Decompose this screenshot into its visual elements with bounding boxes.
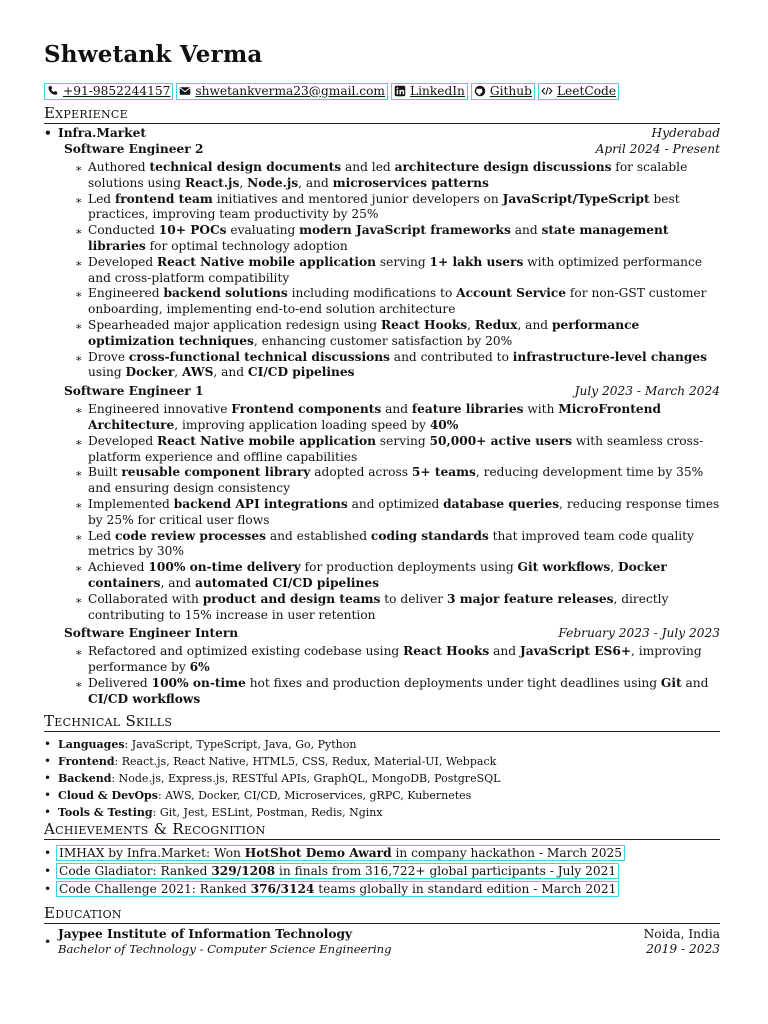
role-row [44,625,720,642]
degree: Bachelor of Technology - Computer Science Engineering [58,941,392,956]
leetcode-text: LeetCode [556,83,617,98]
emphasis-text: backend API integrations [173,496,348,511]
text-run: adopted across [310,465,412,480]
text-run: , and [517,317,552,332]
achievement-item [88,465,720,497]
emphasis-text: state management libraries [88,223,669,253]
achievement-item [88,676,720,708]
emphasis-text: Docker [125,365,175,380]
emphasis-text: 100% on-time delivery [148,560,301,575]
text-run: in finals from 316,722+ global participants - July 2021 [275,863,617,878]
emphasis-text: Frontend components [231,402,382,417]
school-name: • Jaypee Institute of Information Technology [58,926,353,941]
emphasis-text: React Hooks [403,644,490,659]
emphasis-text: 3 major feature releases [447,591,614,606]
resume-page [44,40,720,957]
emphasis-text: React.js [184,175,240,190]
education-left [58,927,392,957]
achievement-item [88,318,720,350]
phone-icon [47,85,59,97]
text-run: , improving application loading speed by [174,417,430,432]
text-run: using [88,365,126,380]
text-run: , [239,175,248,190]
education-entry [44,927,720,957]
text-run: and [489,644,520,659]
skill-item [58,804,720,821]
skill-category: Tools & Testing [58,805,153,819]
achievement-item [88,192,720,224]
phone-link[interactable] [44,83,173,100]
text-run: , improving performance by [88,644,702,675]
text-run: and [381,402,412,417]
text-run: Authored [88,160,150,174]
text-run: , reducing response times by 25% for critical user flows [88,496,720,527]
text-run: Developed [88,433,158,448]
emphasis-text: Account Service [456,286,567,301]
text-run: , [467,317,475,332]
emphasis-text: Docker containers [88,560,667,590]
achievement-entry [56,880,720,898]
emphasis-text: 40% [429,417,459,432]
text-run: Developed [88,254,158,269]
text-run: best practices, improving team productivity by 25% [88,191,680,222]
roles-list [44,141,720,708]
text-run: , and [298,175,333,190]
contact-bar [44,82,720,100]
emphasis-text: 10+ POCs [158,223,227,238]
text-run: serving [376,433,430,448]
text-run: and [510,223,542,238]
emphasis-text: backend solutions [163,286,288,301]
text-run: and [681,675,709,690]
skill-item [58,736,720,753]
school-location: Noida, India [643,926,720,941]
company-row [44,125,720,141]
role-achievements [44,644,720,707]
emphasis-text: 376/3124 [250,881,315,896]
emphasis-text: frontend team [114,191,213,206]
emphasis-text: React Native mobile application [157,433,377,448]
emphasis-text: infrastructure-level changes [512,349,708,364]
role-row [44,141,720,158]
linkedin-text: LinkedIn [410,83,465,98]
achievement-item [88,160,720,192]
github-link[interactable] [471,83,535,100]
achievements-heading: Achievements & Recognition [44,820,720,840]
emphasis-text: 1+ lakh users [429,254,524,269]
skill-category: Cloud & DevOps [58,788,158,802]
achievement-item [88,560,720,592]
text-run: initiatives and mentored junior developers on [212,191,503,206]
text-run: that improved team code quality metrics by 30% [88,528,694,559]
achievement-item [88,644,720,676]
emphasis-text: feature libraries [411,402,524,417]
linkedin-link[interactable] [391,83,468,100]
skills-heading: Technical Skills [44,712,720,732]
text-run: and led [341,160,395,174]
text-run: and optimized [347,496,444,511]
text-run: Code Gladiator: Ranked [59,863,212,878]
role-title: Software Engineer 1 [64,384,204,399]
role-title: Software Engineer 2 [64,142,204,156]
text-run: Implemented [88,496,174,511]
role-dates: July 2023 - March 2024 [574,384,720,399]
text-run: Engineered [88,286,164,301]
role-achievements [44,160,720,381]
text-run: Collaborated with [88,591,203,606]
education-right [644,927,720,957]
emphasis-text: React Native mobile application [157,254,377,269]
experience-heading: Experience [44,104,720,124]
skill-values: : Git, Jest, ESLint, Postman, Redis, Nginx [152,805,383,819]
emphasis-text: automated CI/CD pipelines [195,575,380,590]
text-run: and contributed to [389,349,513,364]
role-dates: February 2023 - July 2023 [558,626,720,641]
emphasis-text: modern JavaScript frameworks [299,223,511,238]
envelope-icon [179,85,191,97]
text-run: hot fixes and production deployments under tight deadlines using [245,675,661,690]
text-run: Drove [88,349,129,364]
text-run: Built [88,465,122,480]
achievement-link[interactable] [56,845,625,861]
text-run: and established [266,528,371,543]
text-run: Led [88,191,115,206]
text-run: including modifications to [287,286,457,301]
role-dates: April 2024 - Present [595,142,720,156]
github-text: Github [489,83,532,98]
emphasis-text: 329/1208 [211,863,276,878]
text-run: , reducing development time by 35% and ensuring design consistency [88,465,704,496]
text-run: Refactored and optimized existing codebase using [88,644,404,659]
achievement-link[interactable] [56,863,619,879]
emphasis-text: JavaScript ES6+ [519,644,632,659]
achievement-entry [56,844,720,862]
text-run: , [610,560,619,575]
text-run: for non-GST customer onboarding, implementing end-to-end solution architecture [88,286,707,317]
achievement-item [88,402,720,434]
emphasis-text: React Hooks [380,317,468,332]
code-icon [541,85,553,97]
skill-values: : JavaScript, TypeScript, Java, Go, Python [124,737,357,751]
achievement-item [88,529,720,561]
emphasis-text: 6% [189,660,210,675]
text-run: , directly contributing to 15% increase in user retention [88,591,669,622]
achievement-item [88,350,720,382]
role-title: Software Engineer Intern [64,626,239,641]
company-name: • Infra.Market [44,125,146,141]
skill-values: : AWS, Docker, CI/CD, Microservices, gRPC, Kubernetes [157,788,472,802]
text-run: Spearheaded major application redesign using [88,317,381,332]
emphasis-text: microservices patterns [332,175,489,190]
skill-category: Frontend [58,754,115,768]
emphasis-text: database queries [443,496,560,511]
skill-values: : Node.js, Express.js, RESTful APIs, GraphQL, MongoDB, PostgreSQL [111,771,501,785]
emphasis-text: product and design teams [202,591,381,606]
skill-item [58,787,720,804]
text-run: teams globally in standard edition - March 2021 [314,881,617,896]
emphasis-text: CI/CD pipelines [247,365,355,380]
achievement-item [88,497,720,529]
text-run: with [523,402,559,417]
skill-values: : React.js, React Native, HTML5, CSS, Redux, Material-UI, Webpack [114,754,497,768]
emphasis-text: AWS [182,365,214,380]
leetcode-link[interactable] [538,83,619,100]
text-run: for production deployments using [300,560,518,575]
text-run: to deliver [380,591,447,606]
text-run: in company hackathon - March 2025 [391,845,623,860]
emphasis-text: 5+ teams [411,465,476,480]
text-run: with optimized performance and cross-platform compatibility [88,254,703,285]
role-achievements [44,402,720,623]
text-run: , [174,365,183,380]
emphasis-text: code review processes [114,528,267,543]
text-run: Conducted [88,223,159,238]
skill-item [58,770,720,787]
skill-category: Backend [58,771,112,785]
emphasis-text: coding standards [370,528,489,543]
text-run: IMHAX by Infra.Market: Won [59,845,245,860]
emphasis-text: technical design documents [149,160,342,174]
email-link[interactable] [176,83,388,100]
education-heading: Education [44,904,720,924]
skills-list [44,736,720,821]
email-text: shwetankverma23@gmail.com [195,83,385,98]
emphasis-text: Redux [474,317,518,332]
emphasis-text: 50,000+ active users [429,433,573,448]
text-run: Delivered [88,675,152,690]
emphasis-text: HotShot Demo Award [244,845,392,860]
emphasis-text: Git [660,675,682,690]
text-run: for scalable solutions using [88,160,688,190]
achievements-list [44,844,720,898]
emphasis-text: Node.js [247,175,299,190]
github-icon [474,85,486,97]
emphasis-text: performance optimization techniques [88,317,640,348]
skill-item [58,753,720,770]
achievement-item [88,255,720,287]
emphasis-text: reusable component library [121,465,311,480]
phone-text: +91-9852244157 [63,83,171,98]
text-run: with seamless cross-platform experience and offline capabilities [88,433,704,464]
text-run: Code Challenge 2021: Ranked [59,881,251,896]
achievement-link[interactable] [56,881,619,897]
text-run: Engineered innovative [88,402,232,417]
text-run: , and [160,575,196,590]
company-location: Hyderabad [651,126,720,140]
emphasis-text: JavaScript/TypeScript [502,191,650,206]
emphasis-text: MicroFrontend Architecture [88,402,662,432]
education-dates: 2019 - 2023 [646,941,720,956]
candidate-name: Shwetank Verma [44,41,263,68]
text-run: evaluating [226,223,300,238]
text-run: for optimal technology adoption [145,238,348,253]
skill-category: Languages [58,737,125,751]
emphasis-text: architecture design discussions [394,160,612,174]
achievement-item [88,434,720,466]
text-run: , and [213,365,248,380]
text-run: , enhancing customer satisfaction by 20% [253,333,513,348]
achievement-item [88,223,720,255]
emphasis-text: Git workflows [517,560,611,575]
text-run: Achieved [88,560,149,575]
emphasis-text: 100% on-time [151,675,246,690]
emphasis-text: CI/CD workflows [88,691,201,706]
achievement-entry [56,862,720,880]
emphasis-text: cross-functional technical discussions [128,349,390,364]
text-run: Led [88,528,115,543]
role-row [44,383,720,400]
linkedin-icon [394,85,406,97]
achievement-item [88,592,720,624]
achievement-item [88,286,720,318]
text-run: serving [376,254,430,269]
